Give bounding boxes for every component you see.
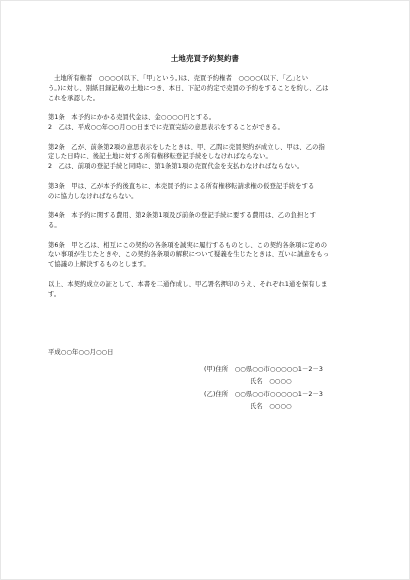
text-line: これを承認した。 <box>48 94 100 102</box>
party-b-address: (乙)住所 ○○県○○市○○○○○1－2－3 <box>204 391 323 398</box>
text-line: のに協力しなければならない。 <box>48 192 138 200</box>
document-body <box>48 74 360 309</box>
text-line: て協議の上解決するものとします。 <box>48 261 150 269</box>
text-line: 第6条 甲と乙は、相互にこの契約の各条項を誠実に履行するものとし、この契約各条項に定めの <box>48 241 328 249</box>
article-3 <box>48 182 360 202</box>
document-title: 土地売買予約契約書 <box>170 54 240 63</box>
article-1 <box>48 113 360 133</box>
article-4 <box>48 211 360 231</box>
text-line: 土地所有権者 ○○○○(以下、｢甲｣という。)は、売買予約権者 ○○○○(以下、｢乙｣とい <box>54 75 309 82</box>
text-line: 第2条 乙が、前条第2項の意思表示をしたときは、甲、乙間に売買契約が成立し、甲は、乙の指 <box>48 143 325 151</box>
article-2 <box>48 143 360 172</box>
text-line: 以上、本契約成立の証として、本書を二通作成し、甲乙署名押印のうえ、それぞれ1通を保有しま <box>48 280 328 288</box>
article-6 <box>48 241 360 270</box>
text-line: 2 乙は、前項の登記手続と同時に、第1条第1項の売買代金を支払わなければならない。 <box>48 163 304 171</box>
contract-date: 平成○○年○○月○○日 <box>48 349 114 356</box>
text-line: 第4条 本予約に関する費用、第2条第1項及び前条の登記手続に要する費用は、乙の負担とす <box>48 212 317 220</box>
text-line: る。 <box>48 221 61 229</box>
text-line: す。 <box>48 290 61 298</box>
closing-paragraph <box>48 280 360 300</box>
party-a-name: 氏名 ○○○○ <box>250 378 292 385</box>
party-a-address: (甲)住所 ○○県○○市○○○○○1－2－3 <box>204 366 323 373</box>
text-line: 第1条 本予約にかかる売買代金は、金○○○○円とする。 <box>48 114 216 122</box>
text-line: 第3条 甲は、乙が本予約後直ちに、本売買予約による所有権移転請求権の仮登記手続をする <box>48 182 315 190</box>
party-b-name: 氏名 ○○○○ <box>250 403 292 410</box>
text-line: 2 乙は、平成○○年○○月○○日までに売買完結の意思表示をすることができる。 <box>48 123 284 131</box>
text-line: ない事項が生じたときや、この契約各条項の解釈について疑義を生じたときは、互いに誠意をもっ <box>48 251 330 259</box>
text-line: う。)に対し、別紙目録記載の土地につき、本日、下記の約定で売買の予約をすることを約し、乙は <box>48 84 329 92</box>
preamble-paragraph <box>48 74 360 103</box>
text-line: 定した日時に、後記土地に対する所有権移転登記手続をしなければならない。 <box>48 153 272 161</box>
